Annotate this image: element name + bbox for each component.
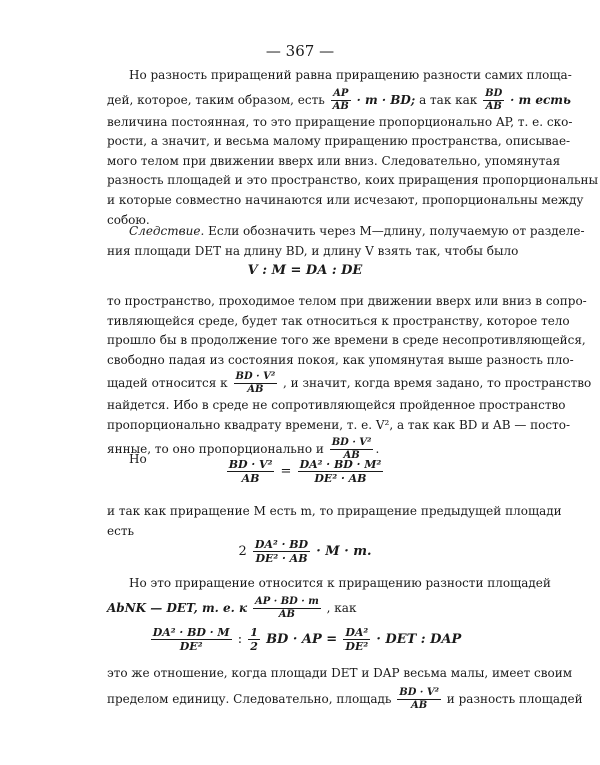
- text-span: , как: [326, 600, 357, 615]
- text-line: прошло бы в продолжение того же времени в среде несопротивляющейся,: [107, 333, 586, 348]
- formula-tail: · M · m.: [316, 544, 372, 559]
- text-span: и разность площадей: [446, 691, 583, 706]
- paragraph-3: [107, 292, 592, 462]
- fraction-bd-ab: [483, 88, 504, 113]
- text-line: [107, 596, 503, 621]
- formula-4: [107, 626, 503, 653]
- fraction-bdv2-ab: [234, 371, 278, 396]
- denominator: AB: [247, 384, 264, 396]
- text-span: Если обозначить через M—длину, получаемую от разделе-: [208, 224, 585, 238]
- text-line: мого телом при движении вверх или вниз. Следовательно, упомянутая: [107, 153, 561, 168]
- denominator: AB: [278, 608, 296, 620]
- denominator: AB: [241, 472, 260, 485]
- denominator: DE² · AB: [255, 552, 308, 565]
- denominator: AB: [343, 449, 360, 461]
- numerator: DA² · BD · M²: [299, 458, 382, 471]
- text-line: величина постоянная, то это приращение пропорционально AP, т. е. ско-: [107, 114, 573, 129]
- text-line: свободно падая из состояния покоя, как упомянутая выше разность пло-: [107, 352, 574, 367]
- text-line: это же отношение, когда площади DET и DAP весьма малы, имеет своим: [107, 666, 573, 680]
- denominator: AB: [332, 100, 349, 112]
- paragraph-7: [107, 664, 583, 712]
- text-line: найдется. Ибо в среде не сопротивляющейся пройденное пространство: [107, 398, 566, 413]
- fraction-half: [248, 626, 260, 653]
- text-span: · m есть: [510, 92, 571, 107]
- numerator: BD · V²: [235, 371, 276, 383]
- denominator: DE² · AB: [314, 472, 367, 485]
- text-span: щадей относится к: [107, 376, 228, 391]
- numerator: BD · V²: [331, 436, 372, 448]
- text-span: пределом единицу. Следовательно, площадь: [107, 691, 392, 706]
- numerator: BD: [485, 87, 503, 99]
- denominator: DE²: [179, 640, 203, 653]
- fraction-bdv2-ab-3: [397, 687, 441, 712]
- text-line: и которые совместно начинаются или исчезают, пропорциональны между: [107, 192, 584, 207]
- numerator: DA² · BD · M: [152, 626, 230, 639]
- numerator: DA² · BD: [254, 538, 309, 551]
- fraction-f3: [253, 538, 310, 565]
- text-span: дей, которое, таким образом, есть: [107, 92, 325, 107]
- text-span: янные, то оно пропорционально и: [107, 441, 324, 456]
- numerator: AP: [331, 88, 351, 101]
- paragraph-corollary: [107, 222, 585, 261]
- text-span: а так как: [419, 92, 478, 107]
- paragraph-6: [107, 574, 551, 621]
- numerator: 1: [250, 626, 258, 639]
- text-line: янные, то оно пропорционально и $\frac{\text{BD · V²}}{AB}$ .: [107, 436, 380, 461]
- numerator: AP · BD · m: [254, 595, 319, 607]
- page-number: — 367 —: [265, 42, 335, 60]
- text-line: тивляющейся среде, будет так относиться к пространству, которое тело: [107, 313, 570, 328]
- formula-2: [107, 458, 503, 485]
- formula-3: [107, 538, 503, 565]
- text-line: рости, а значит, и весьма малому приращению пространства, описывае-: [107, 134, 571, 149]
- formula-text: V : M = DA : DE: [247, 263, 363, 278]
- text-line: ния площади DET на длину BD, и длину V взять так, чтобы было: [107, 243, 519, 258]
- fraction-b: [343, 626, 370, 653]
- text-line: есть: [107, 523, 134, 538]
- colon: :: [237, 632, 243, 647]
- paragraph-1: [107, 66, 599, 230]
- text-line: разность площадей и это пространство, коих приращения пропорциональны: [107, 173, 599, 188]
- formula-middle: BD · AP =: [266, 632, 338, 647]
- coefficient: 2: [238, 544, 247, 559]
- corollary-label: Следствие.: [129, 224, 205, 238]
- denominator: AB: [485, 100, 502, 112]
- text-span: AbNK — DET, т. е. к: [107, 600, 248, 615]
- text-line: Но разность приращений равна приращению разности самих площа-: [129, 68, 572, 82]
- fraction-rhs: [298, 458, 384, 485]
- numerator: DA²: [345, 626, 369, 639]
- text-line: [107, 686, 583, 712]
- text-line: [107, 371, 592, 396]
- text-line: пропорционально квадрату времени, т. е. V², а так как BD и AB — посто-: [107, 417, 571, 432]
- text-line: [107, 87, 571, 113]
- denominator: AB: [411, 699, 428, 711]
- denominator: DE²: [345, 640, 369, 653]
- text-span: , и значит, когда время задано, то пространство: [283, 376, 592, 391]
- formula-tail: · DET : DAP: [376, 632, 462, 647]
- text-line: Но: [129, 452, 147, 466]
- text-line: [107, 222, 585, 242]
- text-span: · m · BD;: [356, 92, 416, 107]
- text-line: Но это приращение относится к приращению разности площадей: [129, 576, 551, 590]
- denominator: 2: [250, 640, 258, 653]
- numerator: BD · V²: [228, 458, 273, 471]
- fraction-lhs: [227, 458, 275, 485]
- equals-sign: =: [280, 464, 292, 479]
- text-line: и так как приращение M есть m, то приращение предыдущей площади: [107, 504, 562, 518]
- fraction-a: [151, 626, 232, 653]
- text-line: собою.: [107, 212, 150, 227]
- paragraph-5: [107, 502, 562, 541]
- fraction-ap-ab: [331, 88, 351, 113]
- numerator: BD · V²: [399, 686, 439, 698]
- formula-v-m: [107, 263, 503, 278]
- fraction-apbdm-ab: [253, 596, 321, 621]
- text-line: то пространство, проходимое телом при движении вверх или вниз в сопро-: [107, 294, 587, 308]
